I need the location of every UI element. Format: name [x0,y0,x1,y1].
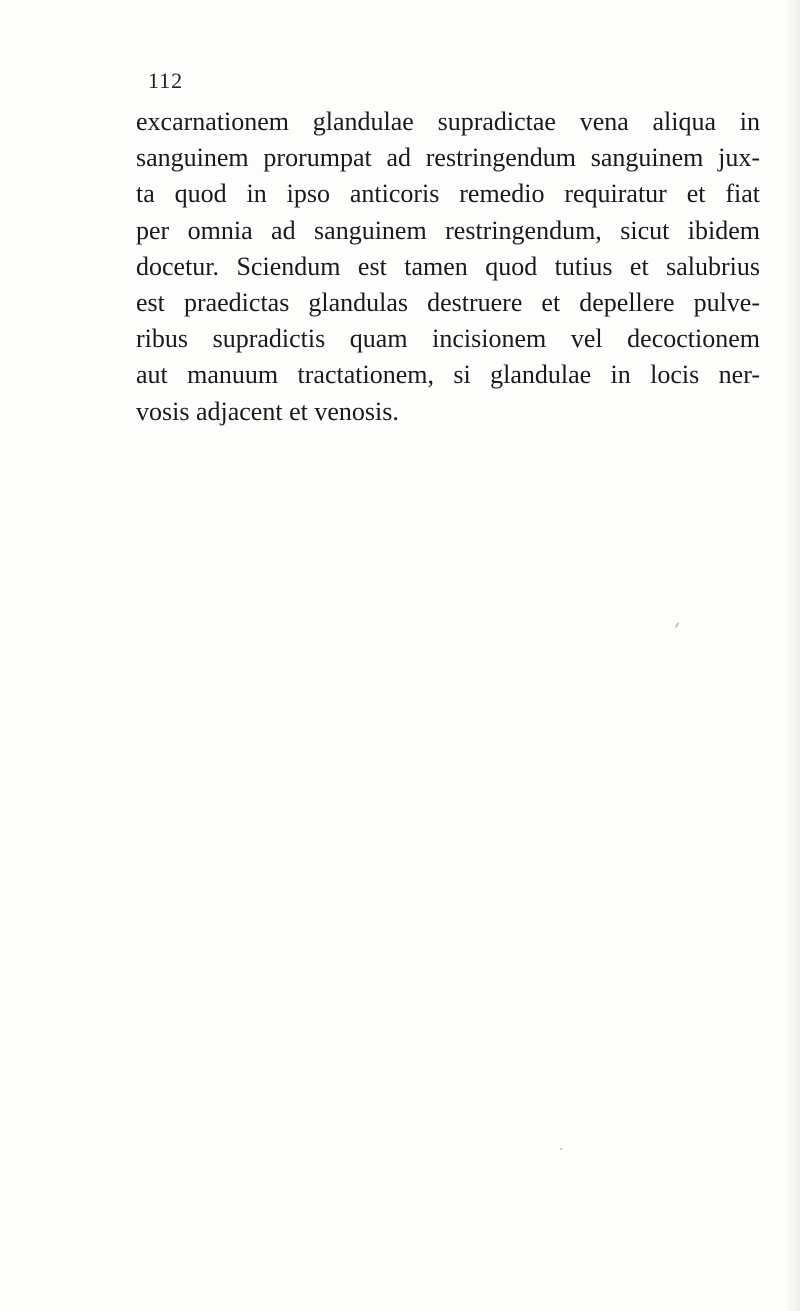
text-line: sanguinem prorumpat ad restringendum sanguinem jux- [136,143,760,173]
page-edge-shadow [786,0,800,1311]
page-number: 112 [148,68,184,93]
text-line: aut manuum tractationem, si glandulae in locis ner- [136,360,760,390]
text-line: docetur. Sciendum est tamen quod tutius et salubrius [136,251,760,281]
text-line: est praedictas glandulas destruere et depellere pulve- [136,288,760,318]
text-line: ribus supradictis quam incisionem vel decoctionem [136,324,760,354]
body-text [136,104,760,430]
scan-speck [675,622,680,628]
text-line-last: vosis adjacent et venosis. [136,396,399,426]
text-line: per omnia ad sanguinem restringendum, sicut ibidem [136,215,760,245]
text-line: ta quod in ipso anticoris remedio requiratur et fiat [136,179,760,209]
scan-speck [560,1148,562,1150]
text-line: excarnationem glandulae supradictae vena aliqua in [136,107,760,136]
